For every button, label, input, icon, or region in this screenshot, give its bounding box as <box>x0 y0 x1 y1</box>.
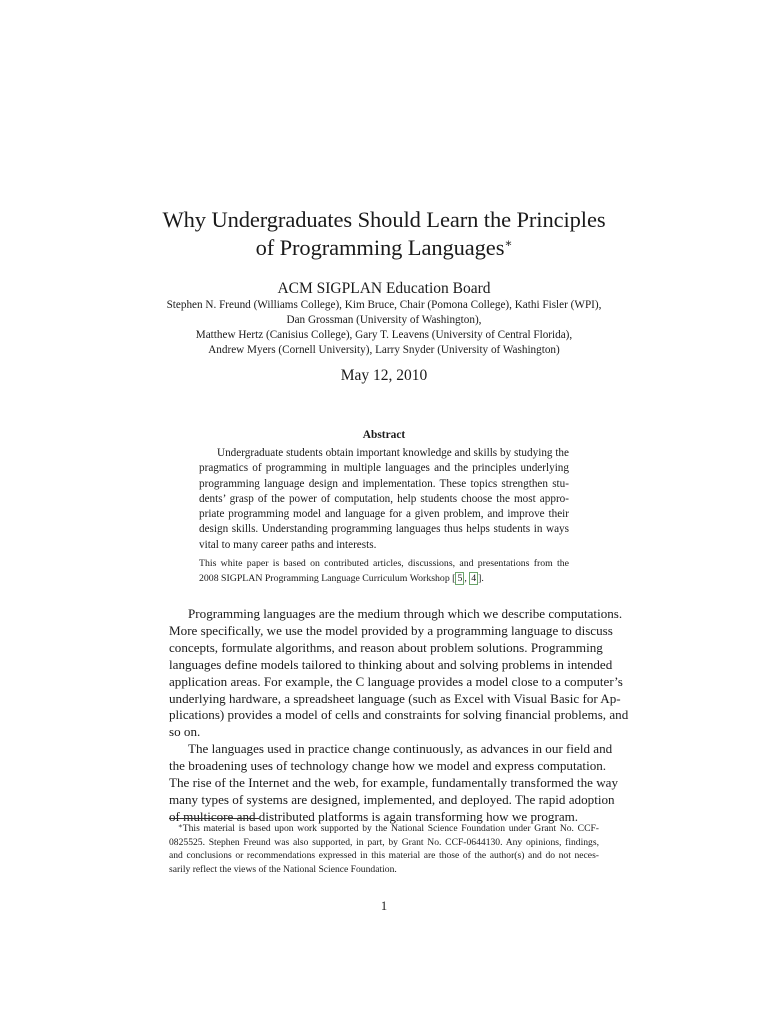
organization: ACM SIGPLAN Education Board <box>277 280 491 297</box>
abstract-line: pragmatics of programming in multiple languages and the principles underlying <box>199 462 569 475</box>
title-footnote-mark[interactable]: ∗ <box>504 236 513 250</box>
body-line: The languages used in practice change continuously, as advances in our field and <box>188 741 613 757</box>
footnote-line: and conclusions or recommendations expressed in this material are those of the author(s) and do not neces- <box>169 850 599 862</box>
abstract-line: design skills. Understanding programming languages thus helps students in ways <box>199 523 569 536</box>
footnote-line: sarily reflect the views of the National Science Foundation. <box>169 863 397 875</box>
abstract-line: dents’ grasp of the power of computation, help students choose the most appro- <box>199 492 569 505</box>
abstract-note-line: This white paper is based on contributed articles, discussions, and presentations from the <box>199 558 569 569</box>
author-line: Matthew Hertz (Canisius College), Gary T. Leavens (University of Central Florida), <box>195 328 573 341</box>
title-line-1: Why Undergraduates Should Learn the Principles <box>162 207 606 232</box>
body-line: plications) provides a model of cells and constraints for solving financial problems, and <box>169 707 629 723</box>
body-line: Programming languages are the medium through which we describe computations. <box>188 606 623 621</box>
title-line-2-text: of Programming Languages <box>255 235 505 260</box>
abstract-heading: Abstract <box>362 429 406 441</box>
footnote-text: This material is based upon work supported by the National Science Foundation under Grant No. CCF- <box>182 823 599 834</box>
publication-date: May 12, 2010 <box>340 367 428 384</box>
citation-link[interactable]: 4 <box>471 572 477 584</box>
footnote-divider <box>169 818 259 819</box>
abstract-note-text: 2008 SIGPLAN Programming Language Curriculum Workshop [ <box>199 572 456 584</box>
body-line: More specifically, we use the model provided by a programming language to discuss <box>169 622 613 638</box>
citation-link[interactable]: 5 <box>457 572 463 584</box>
body-line: underlying hardware, a spreadsheet language (such as Excel with Visual Basic for Ap- <box>169 690 621 706</box>
author-list <box>0 298 768 358</box>
abstract-line: programming language design and implementation. These topics strengthen stu- <box>199 477 569 490</box>
body-text <box>169 606 629 826</box>
footnote-line <box>169 822 599 836</box>
body-line: application areas. For example, the C language provides a model close to a computer’s <box>169 673 623 689</box>
abstract-line: Undergraduate students obtain important knowledge and skills by studying the <box>217 447 569 459</box>
abstract-line: priate programming model and language for a given problem, and improve their <box>199 508 569 521</box>
abstract-note <box>199 557 569 586</box>
abstract-note-text-end: ]. <box>478 572 484 584</box>
body-line: the broadening uses of technology change how we model and express computation. <box>169 758 607 774</box>
author-line: Dan Grossman (University of Washington), <box>286 313 482 326</box>
footnote-mark: ∗ <box>178 822 183 830</box>
title-line-2 <box>0 234 768 262</box>
author-line: Andrew Myers (Cornell University), Larry Snyder (University of Washington) <box>208 343 560 356</box>
paper-title <box>0 206 768 262</box>
abstract-body <box>199 446 569 553</box>
body-line: languages define models tailored to thinking about and solving problems in intended <box>169 656 613 672</box>
abstract-line: vital to many career paths and interests. <box>199 538 377 551</box>
body-line: The rise of the Internet and the web, for example, fundamentally transformed the way <box>169 775 619 791</box>
page-number: 1 <box>380 899 388 913</box>
author-line: Stephen N. Freund (Williams College), Kim Bruce, Chair (Pomona College), Kathi Fisler (WPI), <box>166 299 602 311</box>
citation-separator: , <box>464 572 470 584</box>
body-line: many types of systems are designed, implemented, and deployed. The rapid adoption <box>169 791 615 807</box>
footnote-line: 0825525. Stephen Freund was also supported, in part, by Grant No. CCF-0644130. Any opinions, findings, <box>169 836 599 848</box>
body-line: of multicore and distributed platforms is again transforming how we program. <box>169 808 579 824</box>
body-line: concepts, formulate algorithms, and reason about problem solutions. Programming <box>169 639 603 655</box>
body-line: so on. <box>169 724 201 740</box>
footnote <box>169 822 599 876</box>
abstract-note-line <box>199 572 569 587</box>
